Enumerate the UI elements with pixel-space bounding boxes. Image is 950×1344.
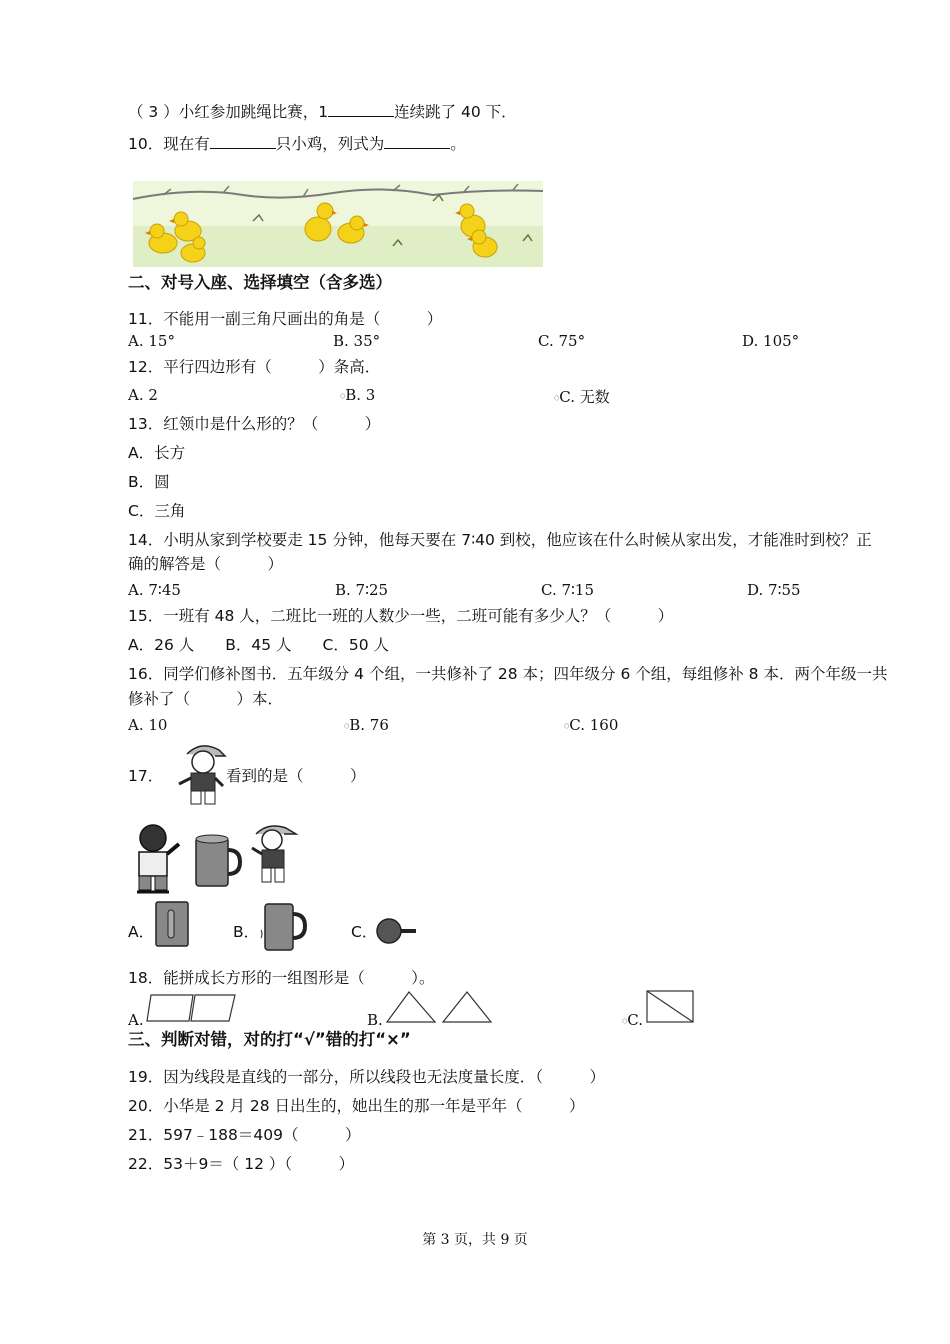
q12-option-c[interactable]: ○C. 无数 [554, 388, 610, 406]
q13-stem: 13．红领巾是什么形的？（ ） [128, 415, 381, 433]
q18-option-a[interactable]: A. [128, 1011, 144, 1029]
q9-part3-suffix: 连续跳了 40 下． [394, 103, 517, 121]
q17-stem: 看到的是（ ） [226, 767, 366, 785]
q15-stem: 15．一班有 48 人，二班比一班的人数少一些，二班可能有多少人？（ ） [128, 607, 674, 625]
q16-option-b[interactable]: ○B. 76 [344, 716, 389, 734]
answer-blank[interactable] [328, 102, 394, 117]
q18-option-b[interactable]: B. [367, 1011, 383, 1029]
q17-number: 17． [128, 767, 164, 785]
q11-option-a[interactable]: A. 15° [128, 332, 175, 350]
q16-option-c-label: C. 160 [569, 716, 619, 734]
boy-back-view-icon [131, 822, 183, 898]
answer-blank[interactable] [384, 134, 450, 149]
mug-icon [194, 834, 242, 890]
page-footer: 第 3 页，共 9 页 [422, 1232, 528, 1248]
q16-option-c[interactable]: ○C. 160 [564, 716, 619, 734]
q13-option-c[interactable]: C．三角 [128, 502, 186, 520]
section-heading-3: 三、判断对错，对的打“√”错的打“×” [128, 1030, 411, 1049]
mug-side-view-icon [259, 900, 307, 954]
q20-stem: 20．小华是 2 月 28 日出生的，她出生的那一年是平年（ ） [128, 1097, 585, 1115]
q14-option-b[interactable]: B. 7∶25 [335, 581, 389, 599]
q9-part3 [128, 102, 517, 122]
q18-option-c-label: C. [627, 1011, 643, 1029]
q16-stem-line1: 16．同学们修补图书．五年级分 4 个组，一共修补了 28 本；四年级分 6 个组，每组修补 8 本．两个年级一共 [128, 665, 888, 683]
q17-option-c[interactable]: C． [351, 923, 378, 941]
q10-text-c: 。 [450, 135, 466, 153]
q12-option-b-label: B. 3 [345, 386, 376, 404]
q17-option-a[interactable]: A． [128, 923, 155, 941]
chicks-picture [133, 181, 543, 267]
q18-option-c[interactable]: ○C. [622, 1011, 643, 1029]
q14-stem-line1: 14．小明从家到学校要走 15 分钟，他每天要在 7∶40 到校，他应该在什么时候从家出发，才能准时到校？正 [128, 531, 872, 549]
boy-front-view-icon [250, 822, 300, 888]
triangle-icon [385, 990, 495, 1024]
parallelogram-icon [147, 993, 237, 1023]
mug-top-view-icon [376, 918, 418, 946]
q16-stem-line2: 修补了（ ）本． [128, 690, 284, 708]
q10-text-a: 10．现在有 [128, 135, 210, 153]
q16-option-a[interactable]: A. 10 [128, 716, 168, 734]
square-diagonal-icon [646, 990, 696, 1024]
q18-stem: 18．能拼成长方形的一组图形是（ ）。 [128, 969, 435, 987]
q19-stem: 19．因为线段是直线的一部分，所以线段也无法度量长度．（ ） [128, 1068, 605, 1086]
q16-option-b-label: B. 76 [349, 716, 389, 734]
q14-option-c[interactable]: C. 7∶15 [541, 581, 595, 599]
q17-option-b[interactable]: B． [233, 923, 260, 941]
q13-option-b[interactable]: B．圆 [128, 473, 170, 491]
q11-option-b[interactable]: B. 35° [333, 332, 381, 350]
q9-part3-prefix: （ 3 ）小红参加跳绳比赛，1 [128, 103, 329, 121]
q12-stem: 12．平行四边形有（ ）条高． [128, 358, 381, 376]
q14-option-d[interactable]: D. 7∶55 [747, 581, 801, 599]
answer-blank[interactable] [210, 134, 276, 149]
q12-option-a[interactable]: A. 2 [128, 386, 158, 404]
q14-stem-line2: 确的解答是（ ） [128, 555, 284, 573]
q12-option-b[interactable]: ○B. 3 [340, 386, 376, 404]
q13-option-a[interactable]: A．长方 [128, 444, 186, 462]
boy-with-cap-icon [175, 740, 227, 808]
mug-front-view-icon [154, 900, 190, 948]
q15-options[interactable]: A．26 人 B．45 人 C．50 人 [128, 636, 390, 654]
q21-stem: 21．597﹣188＝409（ ） [128, 1126, 361, 1144]
section-heading-2: 二、对号入座、选择填空（含多选） [128, 273, 392, 292]
q14-option-a[interactable]: A. 7∶45 [128, 581, 181, 599]
q11-stem: 11．不能用一副三角尺画出的角是（ ） [128, 310, 443, 328]
q22-stem: 22．53＋9＝（ 12 ）（ ） [128, 1155, 355, 1173]
q11-option-d[interactable]: D. 105° [742, 332, 800, 350]
q12-option-c-label: C. 无数 [559, 388, 610, 406]
q10-stem [128, 134, 466, 154]
q11-option-c[interactable]: C. 75° [538, 332, 586, 350]
q10-text-b: 只小鸡，列式为 [275, 135, 385, 153]
